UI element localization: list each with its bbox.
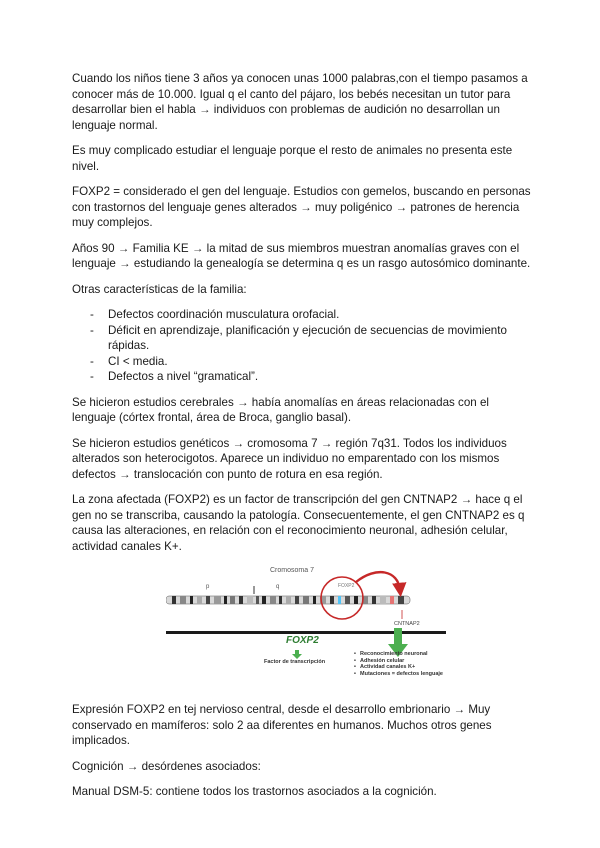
foxp2-locus-marker: [338, 596, 341, 604]
cntnap2-locus-marker: [390, 596, 394, 604]
paragraph-ke-family: Años 90 → Familia KE → la mitad de sus miembros muestran anomalías graves con el lenguaje → estudiando la genealogía se determina q es un rasgo autosómico dominante.: [72, 241, 531, 270]
separator-line: [166, 631, 446, 634]
paragraph-cognition: Cognición → desórdenes asociados:: [72, 759, 261, 773]
paragraph-genetic-studies: Se hicieron estudios genéticos → cromosoma 7 → región 7q31. Todos los individuos alterados son heterocigotos. Aparece un individuo no emparentado con los mismos defectos → translocación con punto de rotura en esa región.: [72, 436, 507, 481]
list-item: • Actividad canales K+: [354, 664, 443, 671]
list-item: • Reconocimiento neuronal: [354, 651, 443, 658]
list-item: - Defectos coordinación musculatura orofacial.: [72, 307, 532, 323]
foxp2-marker-label: FOXP2: [338, 583, 355, 589]
chromosome-bands: [166, 596, 410, 604]
paragraph-brain-studies: Se hicieron estudios cerebrales → había anomalías en áreas relacionadas con el lenguaje (córtex frontal, área de Broca, ganglio basal).: [72, 395, 489, 424]
cntnap2-effects-list: [354, 651, 443, 677]
figure-title: Cromosoma 7: [270, 567, 314, 574]
paragraph-dsm5: Manual DSM-5: contiene todos los trastornos asociados a la cognición.: [72, 785, 437, 798]
list-item: - Defectos a nivel “gramatical”.: [72, 369, 532, 385]
regulation-arrow: [356, 572, 400, 590]
paragraph-language-acquisition: Cuando los niños tiene 3 años ya conocen unas 1000 palabras,con el tiempo pasamos a conocer más de 10.000. Igual q el canto del pájaro, los bebés necesitan un tutor para desarrollar bien el habla → individuos con problemas de audición no desarrollan un lenguaje normal.: [72, 72, 528, 132]
paragraph-foxp2-definition: FOXP2 = considerado el gen del lenguaje. Estudios con gemelos, buscando en personas con trastornos del lenguaje genes alterados → muy poligénico → patrones de herencia muy complejos.: [72, 185, 531, 229]
foxp2-label: FOXP2: [286, 635, 319, 646]
foxp2-down-arrow: [292, 650, 302, 659]
paragraph-affected-zone: La zona afectada (FOXP2) es un factor de transcripción del gen CNTNAP2 → hace q el gen no se transcriba, causando la patología. Consecuentemente, el gen CNTNAP2 es q causa las alteraciones, en relación con el reconocimiento neuronal, adhesión celular, actividad canales K+.: [72, 493, 525, 553]
arm-q-label: q: [276, 584, 280, 590]
paragraph-foxp2-expression: Expresión FOXP2 en tej nervioso central, desde el desarrollo embrionario → Muy conservado en mamíferos: solo 2 aa diferentes en humanos. Muchos otros genes implicados.: [72, 703, 492, 747]
cntnap2-label: CNTNAP2: [394, 621, 420, 627]
list-item: • Mutaciones = defectos lenguaje: [354, 671, 443, 678]
family-traits-list: [72, 307, 532, 385]
list-item: - Déficit en aprendizaje, planificación y ejecución de secuencias de movimiento rápidas.: [72, 323, 532, 354]
paragraph-other-traits: Otras características de la familia:: [72, 282, 247, 296]
list-item: • Adhesión celular: [354, 658, 443, 665]
chromosome-7-figure: [166, 564, 446, 692]
arm-p-label: p: [206, 584, 210, 590]
document-page: [72, 71, 532, 810]
paragraph-animal-study: Es muy complicado estudiar el lenguaje porque el resto de animales no presenta este nivel.: [72, 144, 513, 173]
transcription-factor-label: Factor de transcripción: [264, 659, 326, 665]
list-item: - CI < media.: [72, 354, 532, 370]
